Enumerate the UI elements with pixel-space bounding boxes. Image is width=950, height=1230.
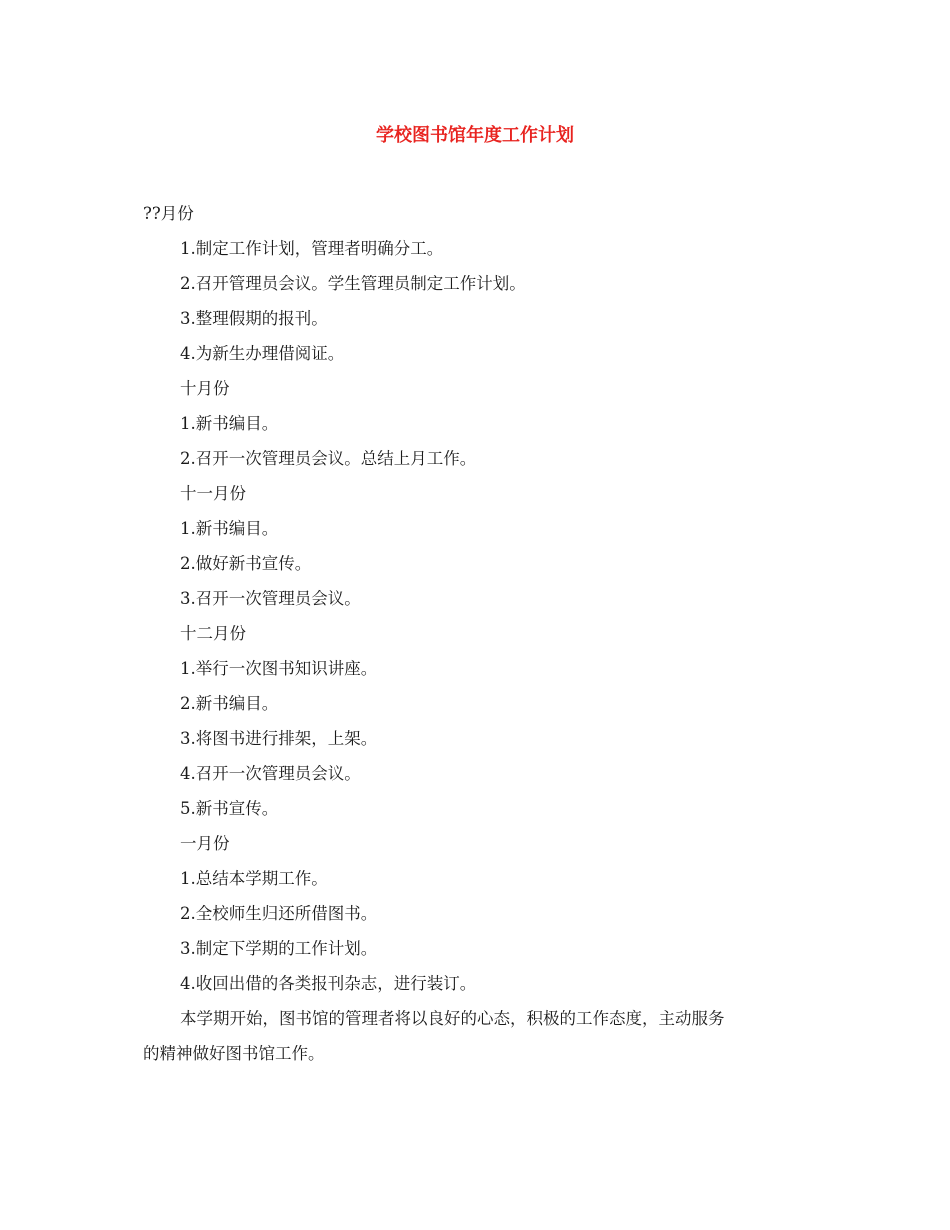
- closing-paragraph-line-1: 本学期开始，图书馆的管理者将以良好的心态，积极的工作态度，主动服务: [180, 1009, 725, 1028]
- document-body: [143, 196, 805, 1071]
- plan-item: 1.新书编目。: [180, 414, 279, 433]
- plan-item: 3.制定下学期的工作计划。: [180, 939, 378, 958]
- plan-item: 3.将图书进行排架，上架。: [180, 729, 378, 748]
- plan-item: 2.召开管理员会议。学生管理员制定工作计划。: [180, 274, 526, 293]
- plan-item: 1.新书编目。: [180, 519, 279, 538]
- plan-item: 1.总结本学期工作。: [180, 869, 328, 888]
- month-heading-october: 十月份: [180, 379, 230, 398]
- document-title: 学校图书馆年度工作计划: [376, 125, 574, 146]
- plan-item: 5.新书宣传。: [180, 799, 279, 818]
- closing-paragraph-line-2: 的精神做好图书馆工作。: [143, 1044, 325, 1063]
- plan-item: 2.全校师生归还所借图书。: [180, 904, 378, 923]
- plan-item: 1.制定工作计划，管理者明确分工。: [180, 239, 444, 258]
- plan-item: 3.召开一次管理员会议。: [180, 589, 361, 608]
- month-heading-december: 十二月份: [180, 624, 246, 643]
- month-heading-november: 十一月份: [180, 484, 246, 503]
- plan-item: 4.收回出借的各类报刊杂志，进行装订。: [180, 974, 477, 993]
- plan-item: 4.召开一次管理员会议。: [180, 764, 361, 783]
- plan-item: 2.新书编目。: [180, 694, 279, 713]
- plan-item: 1.举行一次图书知识讲座。: [180, 659, 378, 678]
- month-heading-january: 一月份: [180, 834, 230, 853]
- plan-item: 3.整理假期的报刊。: [180, 309, 328, 328]
- plan-item: 4.为新生办理借阅证。: [180, 344, 345, 363]
- month-heading-september: ??月份: [143, 204, 194, 223]
- plan-item: 2.做好新书宣传。: [180, 554, 312, 573]
- plan-item: 2.召开一次管理员会议。总结上月工作。: [180, 449, 477, 468]
